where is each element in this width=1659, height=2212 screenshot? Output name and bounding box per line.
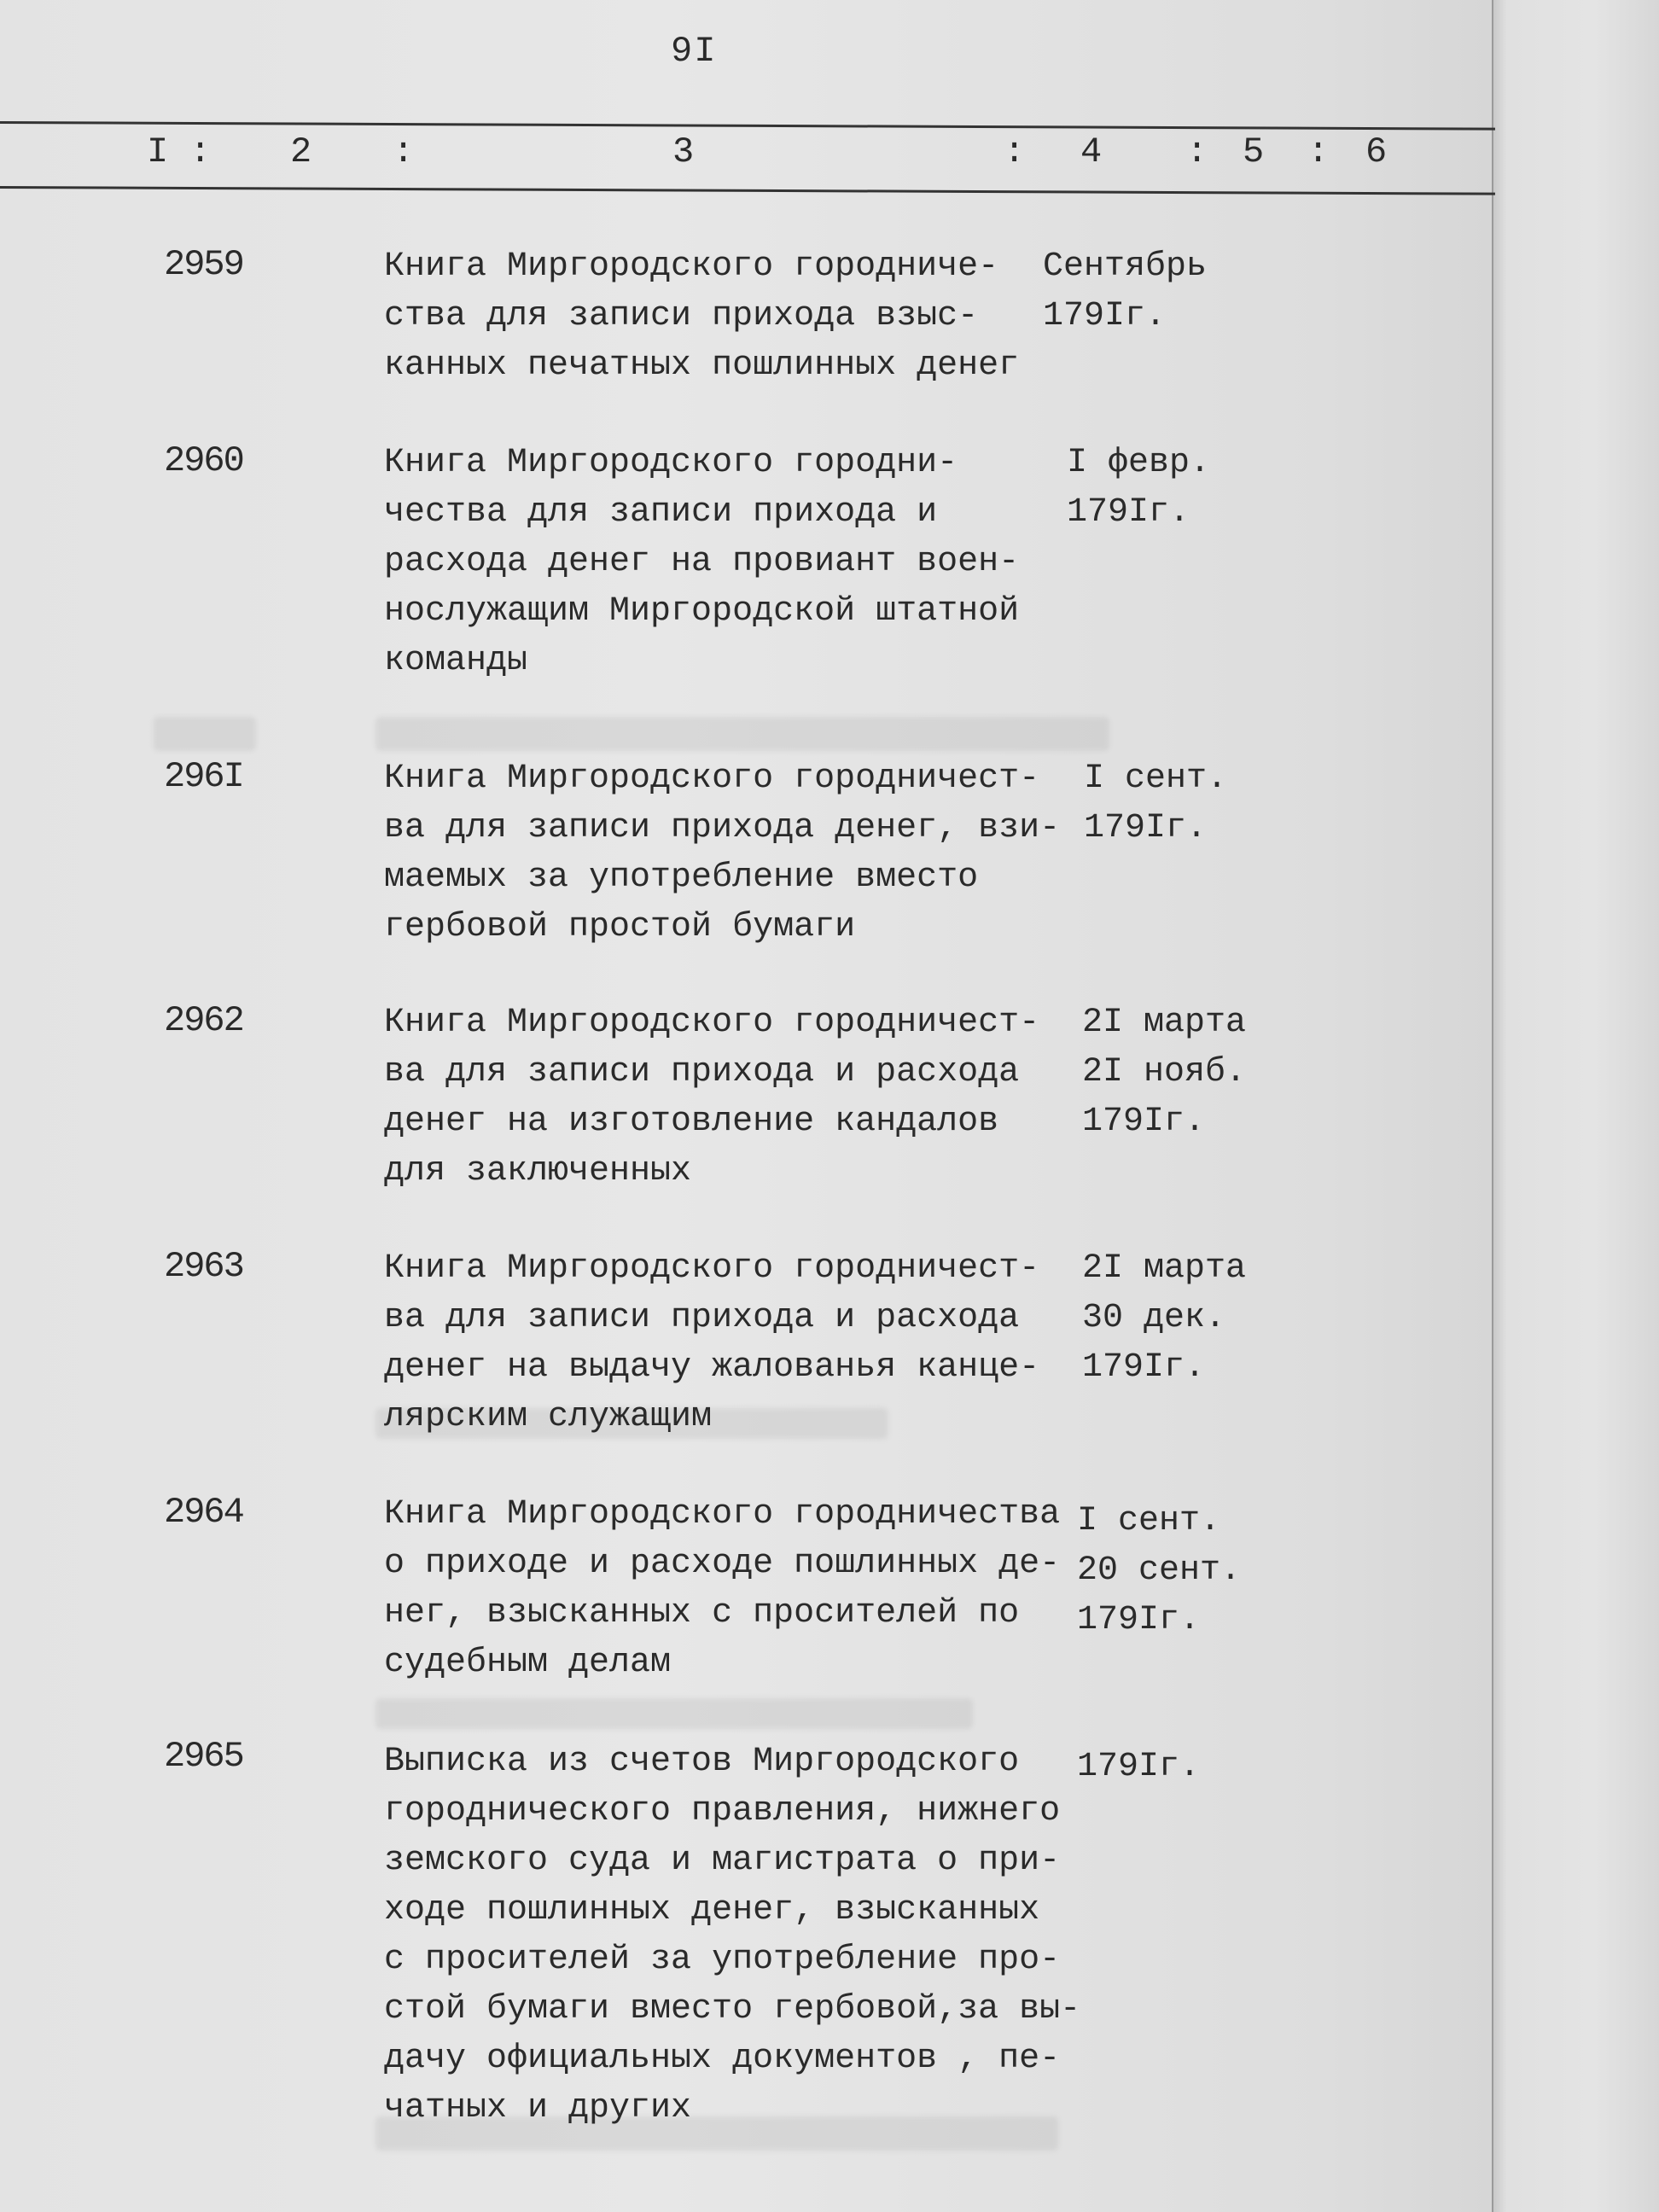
date-line: 20 сент.	[1077, 1551, 1242, 1590]
bleed-through-mark	[375, 717, 1109, 751]
description-line: нослужащим Миргородской штатной	[384, 592, 1020, 631]
date-line: 2I нояб.	[1082, 1053, 1247, 1091]
date-line: 179Iг.	[1077, 1748, 1201, 1786]
entry-number: 2959	[164, 244, 243, 285]
date-line: I февр.	[1067, 444, 1211, 482]
bleed-through-mark	[375, 1698, 973, 1729]
description-line: стой бумаги вместо гербовой,за вы-	[384, 1990, 1081, 2029]
date-line: 30 дек.	[1082, 1299, 1226, 1337]
description-line: гербовой простой бумаги	[384, 908, 856, 946]
description-line: для заключенных	[384, 1152, 692, 1190]
description-line: Книга Миргородского городни-	[384, 444, 958, 482]
description-line: ходе пошлинных денег, взысканных	[384, 1891, 1040, 1930]
entry-number: 2962	[164, 1000, 243, 1041]
page-edge	[1492, 0, 1659, 2212]
entry-description	[384, 998, 1067, 1196]
description-line: судебным делам	[384, 1644, 672, 1682]
entry-date	[1043, 242, 1299, 341]
column-separator: :	[189, 131, 212, 172]
entry-number: 2963	[164, 1246, 243, 1287]
entry-date	[1077, 1743, 1333, 1792]
column-header-5: 5	[1243, 131, 1265, 172]
description-line: денег на изготовление кандалов	[384, 1103, 999, 1141]
column-header-3: 3	[672, 131, 695, 172]
header-top-rule	[0, 121, 1495, 131]
column-separator: :	[1004, 131, 1026, 172]
column-separator: :	[393, 131, 415, 172]
column-header-6: 6	[1365, 131, 1388, 172]
description-line: Книга Миргородского городничест-	[384, 1249, 1040, 1288]
description-line: с просителей за употребление про-	[384, 1941, 1061, 1979]
date-line: 179Iг.	[1084, 809, 1208, 847]
entry-number: 2960	[164, 440, 243, 481]
entry-date	[1082, 1244, 1338, 1393]
description-line: канных печатных пошлинных денег	[384, 346, 1020, 385]
date-line: 179Iг.	[1082, 1348, 1206, 1387]
description-line: Книга Миргородского городничества	[384, 1495, 1061, 1534]
description-line: Книга Миргородского городничест-	[384, 1004, 1040, 1042]
description-line: чества для записи прихода и	[384, 493, 938, 532]
entry-date	[1082, 998, 1338, 1147]
entry-description	[384, 439, 1067, 686]
description-line: ва для записи прихода и расхода	[384, 1299, 1020, 1337]
column-header-1: I	[147, 131, 169, 172]
page-number: 9I	[671, 31, 718, 72]
entry-description	[384, 242, 1067, 391]
description-line: Книга Миргородского городниче-	[384, 247, 999, 286]
entry-description	[384, 1490, 1067, 1688]
entry-date	[1084, 754, 1340, 853]
date-line: I сент.	[1077, 1502, 1221, 1540]
date-line: 179Iг.	[1067, 493, 1190, 532]
description-line: команды	[384, 642, 528, 680]
description-line: о приходе и расходе пошлинных де-	[384, 1545, 1061, 1583]
description-line: дачу официальных документов , пе-	[384, 2040, 1061, 2078]
description-line: нег, взысканных с просителей по	[384, 1594, 1020, 1633]
date-line: 2I марта	[1082, 1249, 1247, 1288]
description-line: земского суда и магистрата о при-	[384, 1842, 1061, 1880]
description-line: городнического правления, нижнего	[384, 1792, 1061, 1831]
bleed-through-mark	[154, 717, 256, 751]
date-line: I сент.	[1084, 760, 1228, 798]
date-line: Сентябрь	[1043, 247, 1208, 286]
entry-description	[384, 1738, 1081, 2133]
description-line: ва для записи прихода денег, взи-	[384, 809, 1061, 847]
entry-date	[1077, 1497, 1333, 1645]
date-line: 179Iг.	[1043, 297, 1167, 335]
date-line: 2I марта	[1082, 1004, 1247, 1042]
date-line: 179Iг.	[1082, 1103, 1206, 1141]
description-line: ства для записи прихода взыс-	[384, 297, 979, 335]
column-header-2: 2	[290, 131, 312, 172]
description-line: денег на выдачу жалованья канце-	[384, 1348, 1040, 1387]
entry-number: 296I	[164, 756, 243, 797]
entry-number: 2965	[164, 1736, 243, 1777]
column-separator: :	[1307, 131, 1330, 172]
date-line: 179Iг.	[1077, 1601, 1201, 1639]
header-bottom-rule	[0, 186, 1495, 195]
entry-number: 2964	[164, 1492, 243, 1533]
entry-date	[1067, 439, 1323, 538]
description-line: ва для записи прихода и расхода	[384, 1053, 1020, 1091]
entry-description	[384, 1244, 1067, 1442]
description-line: расхода денег на провиант воен-	[384, 543, 1020, 581]
description-line: маемых за употребление вместо	[384, 859, 979, 897]
description-line: Книга Миргородского городничест-	[384, 760, 1040, 798]
column-header-4: 4	[1080, 131, 1103, 172]
description-line: чатных и других	[384, 2089, 692, 2128]
description-line: Выписка из счетов Миргородского	[384, 1743, 1020, 1781]
column-separator: :	[1186, 131, 1208, 172]
entry-description	[384, 754, 1067, 952]
description-line: лярским служащим	[384, 1398, 713, 1436]
